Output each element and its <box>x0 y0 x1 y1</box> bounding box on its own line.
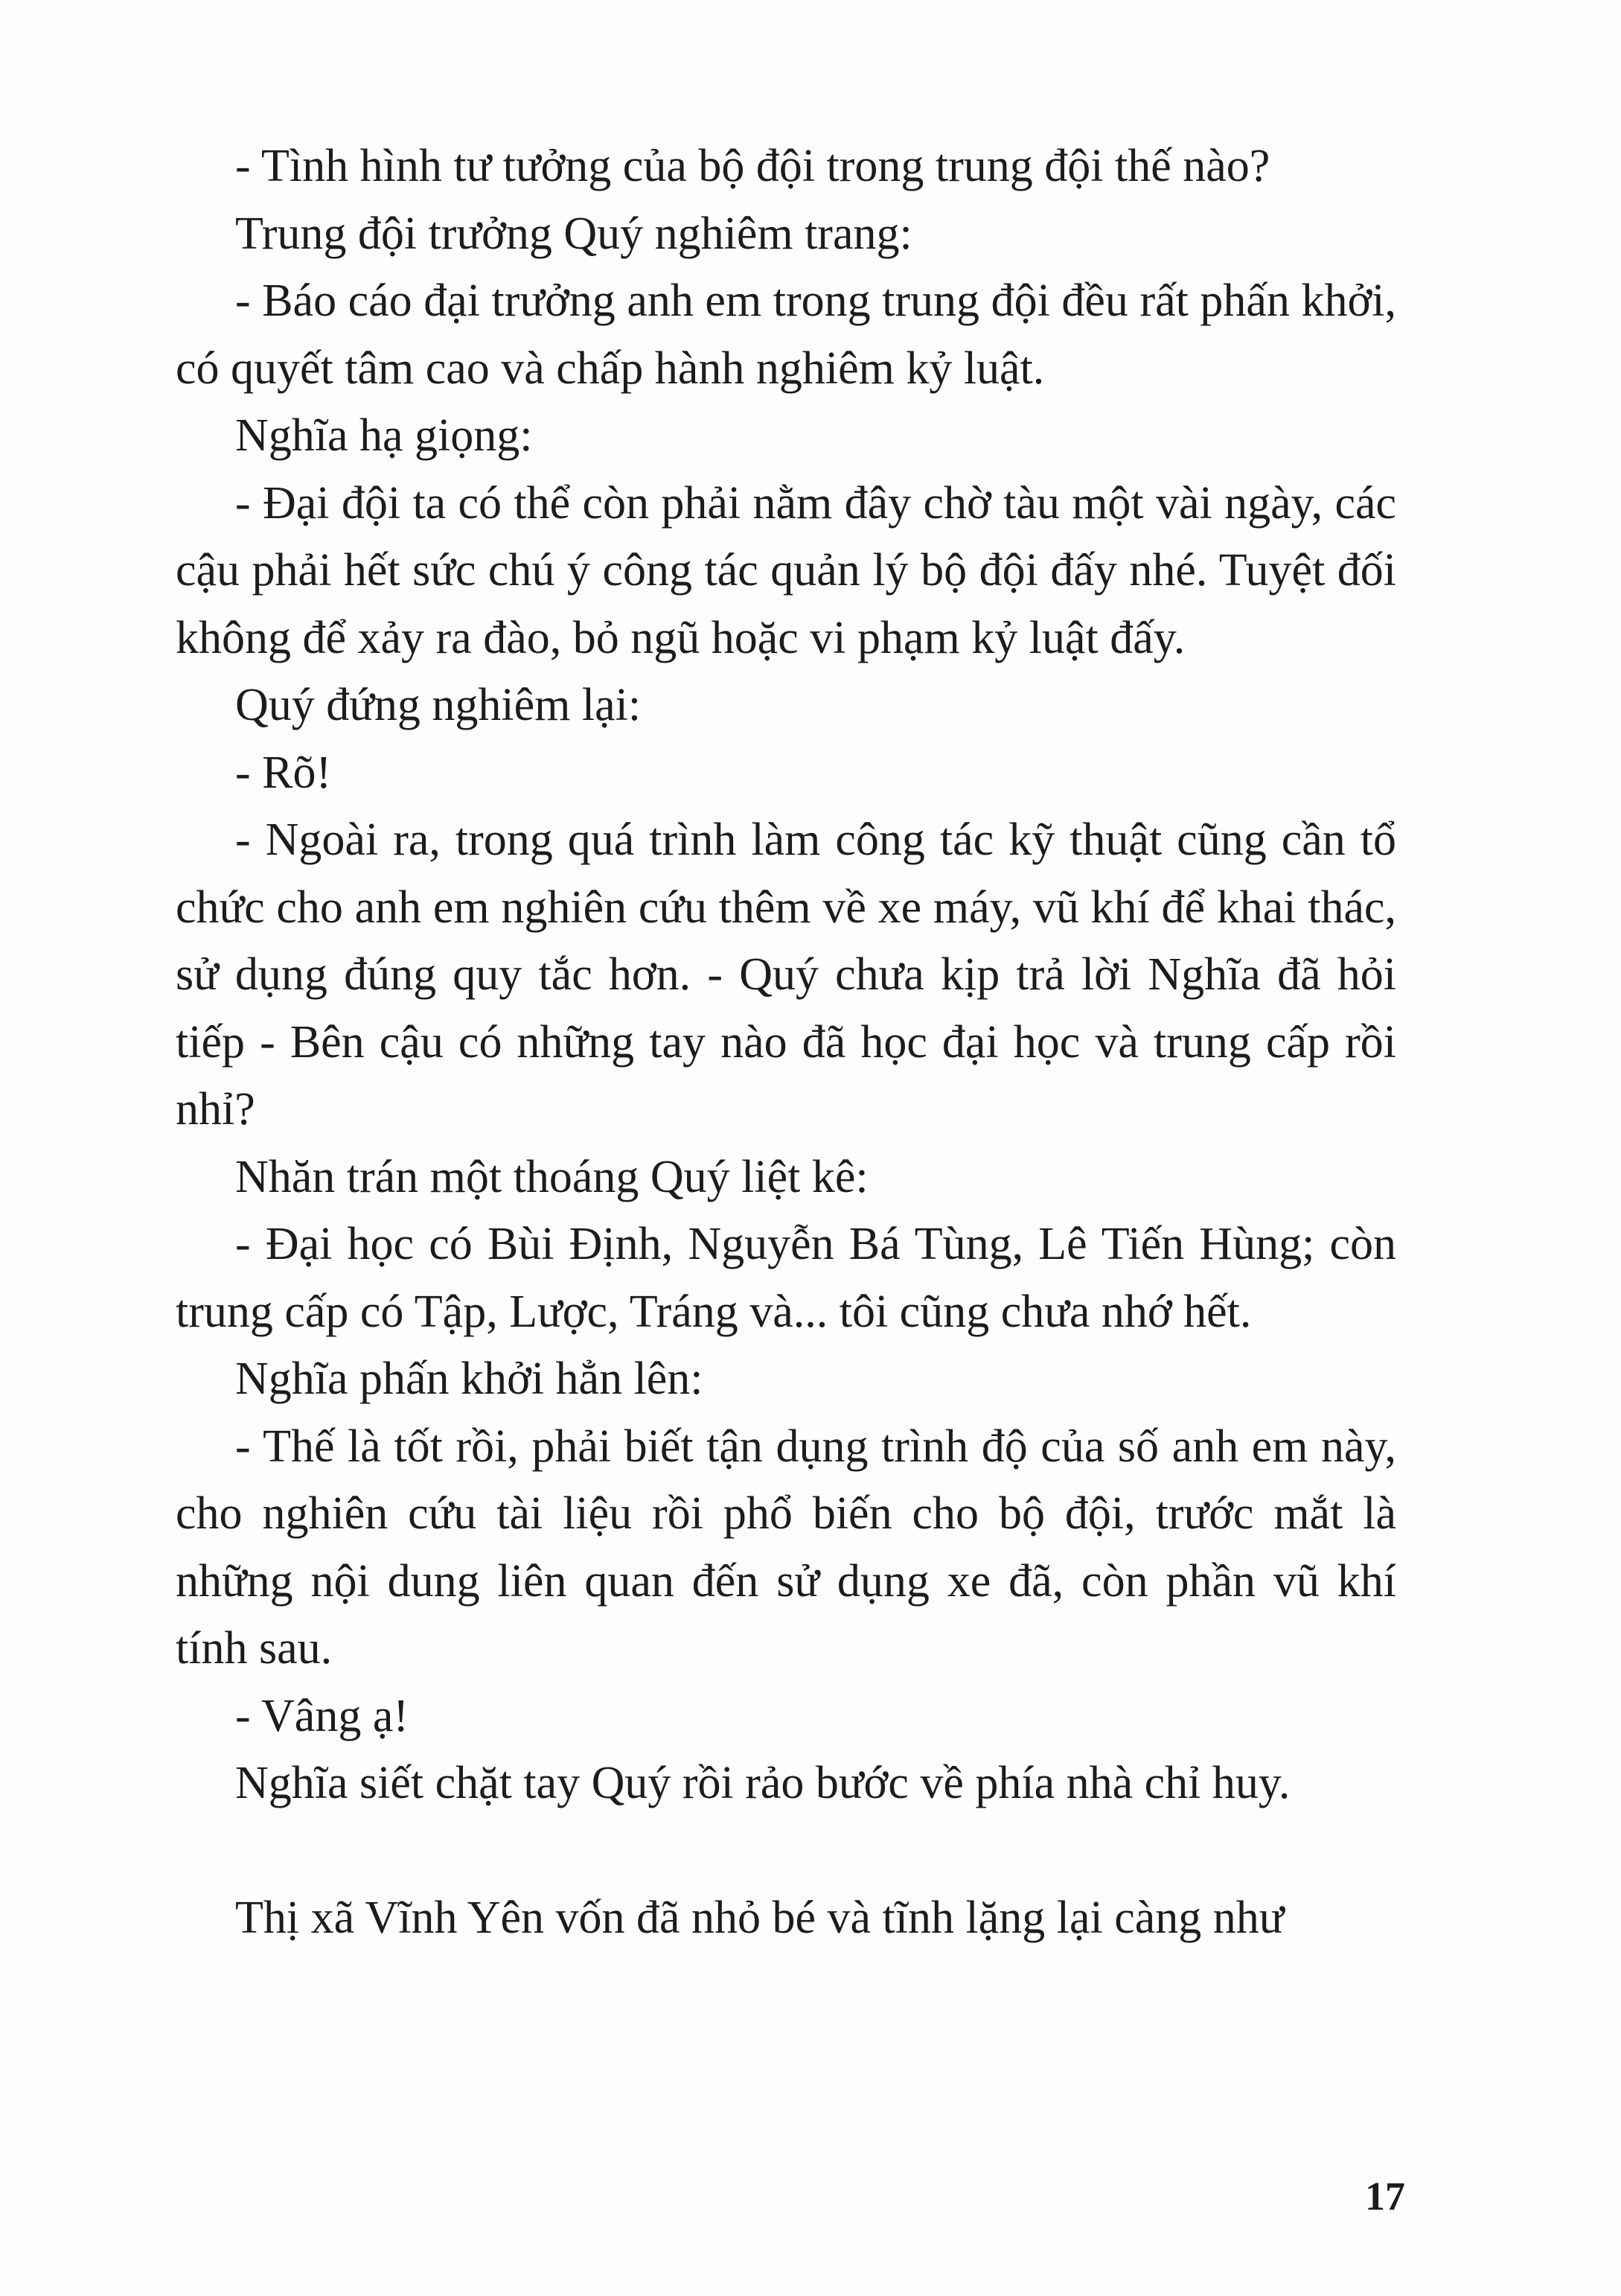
paragraph-5: - Đại đội ta có thể còn phải nằm đây chờ tàu một vài ngày, các cậu phải hết sức chú ý công tác quản lý bộ đội đấy nhé. Tuyệt đối không để xảy ra đào, bỏ ngũ hoặc vi phạm kỷ luật đấy. <box>176 477 1396 663</box>
body-text <box>176 133 1396 1951</box>
paragraph-1: - Tình hình tư tưởng của bộ đội trong trung đội thế nào? <box>235 141 1270 191</box>
paragraph-9: Nhăn trán một thoáng Quý liệt kê: <box>235 1151 869 1202</box>
paragraph-8: - Ngoài ra, trong quá trình làm công tác kỹ thuật cũng cần tổ chức cho anh em nghiên cứu thêm về xe máy, vũ khí để khai thác, sử dụng đúng quy tắc hơn. - Quý chưa kịp trả lời Nghĩa đã hỏi tiếp - Bên cậu có những tay nào đã học đại học và trung cấp rồi nhỉ? <box>176 814 1396 1135</box>
paragraph-4: Nghĩa hạ giọng: <box>235 410 533 461</box>
paragraph-6: Quý đứng nghiêm lại: <box>235 680 642 730</box>
paragraph-2: Trung đội trưởng Quý nghiêm trang: <box>235 208 912 259</box>
paragraph-10: - Đại học có Bùi Định, Nguyễn Bá Tùng, Lê Tiến Hùng; còn trung cấp có Tập, Lược, Tráng và... tôi cũng chưa nhớ hết. <box>176 1219 1396 1337</box>
paragraph-12: - Thế là tốt rồi, phải biết tận dụng trình độ của số anh em này, cho nghiên cứu tài liệu rồi phổ biến cho bộ đội, trước mắt là những nội dung liên quan đến sử dụng xe đã, còn phần vũ khí tính sau. <box>176 1420 1396 1674</box>
paragraph-3: - Báo cáo đại trưởng anh em trong trung đội đều rất phấn khởi, có quyết tâm cao và chấp hành nghiêm kỷ luật. <box>176 275 1396 394</box>
page-number: 17 <box>1365 2174 1405 2219</box>
paragraph-11: Nghĩa phấn khởi hẳn lên: <box>235 1353 703 1404</box>
paragraph-7: - Rõ! <box>235 747 332 798</box>
paragraph-15: Thị xã Vĩnh Yên vốn đã nhỏ bé và tĩnh lặng lại càng như <box>235 1892 1285 1943</box>
paragraph-13: - Vâng ạ! <box>235 1690 409 1741</box>
paragraph-14: Nghĩa siết chặt tay Quý rồi rảo bước về phía nhà chỉ huy. <box>235 1758 1291 1808</box>
